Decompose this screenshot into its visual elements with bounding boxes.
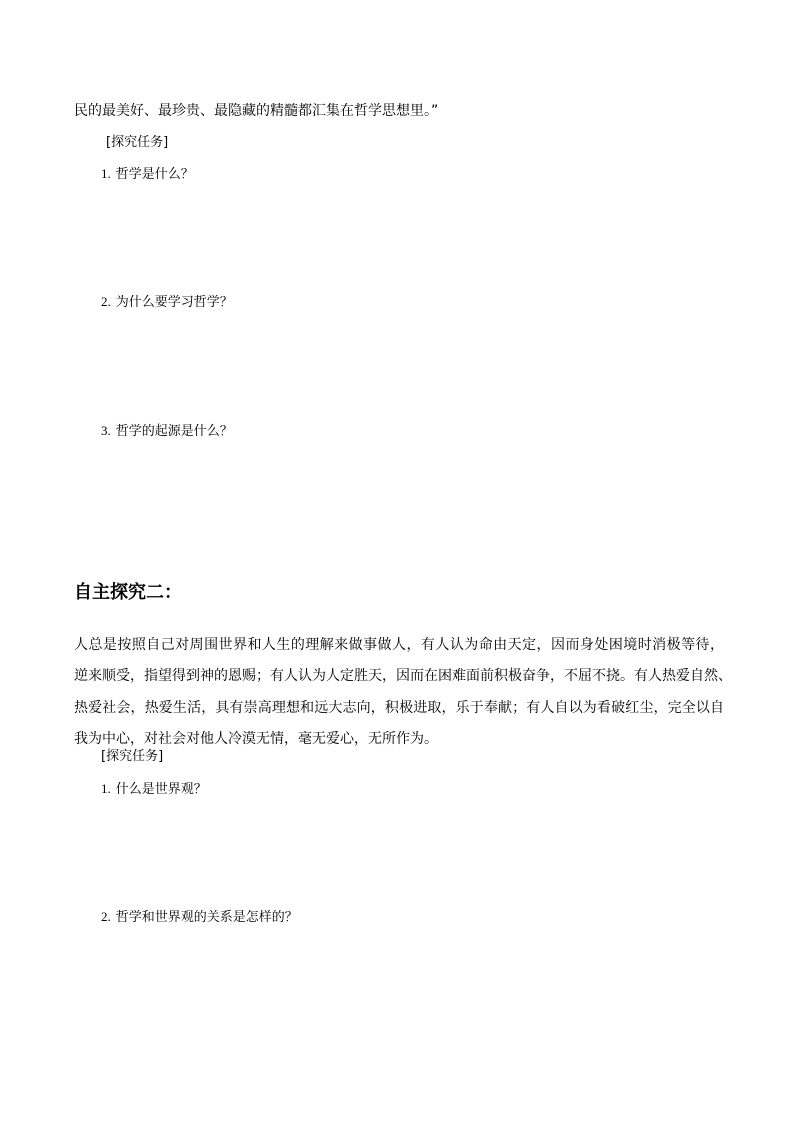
question-text: 哲学的起源是什么？ — [115, 424, 233, 439]
question-number: 2. — [101, 909, 111, 924]
task-label: [探究任务] — [101, 749, 164, 764]
question-text: 哲学和世界观的关系是怎样的？ — [115, 910, 298, 925]
question-number: 3. — [101, 423, 111, 438]
question-item — [101, 164, 194, 185]
question-item — [101, 292, 233, 313]
task-label: [探究任务] — [106, 135, 169, 150]
question-number: 1. — [101, 781, 111, 796]
paragraph-line: 逆来顺受，指望得到神的恩赐；有人认为人定胜天，因而在困难面前积极奋争，不屈不挠。有人热爱自然、 — [74, 668, 732, 684]
paragraph-line: 热爱社会，热爱生活，具有崇高理想和远大志向，积极进取，乐于奉献；有人自以为看破红尘，完全以自 — [74, 700, 724, 716]
question-text: 哲学是什么？ — [115, 167, 194, 182]
question-item — [101, 421, 233, 442]
question-item — [101, 907, 298, 928]
paragraph-line: 人总是按照自己对周围世界和人生的理解来做事做人，有人认为命由天定，因而身处困境时消极等待， — [74, 637, 724, 653]
question-number: 2. — [101, 294, 111, 309]
question-number: 1. — [101, 166, 111, 181]
question-item — [101, 779, 207, 800]
question-text: 什么是世界观？ — [115, 782, 207, 797]
question-text: 为什么要学习哲学？ — [115, 295, 233, 310]
quote-tail-text: 民的最美好、最珍贵、最隐藏的精髓都汇集在哲学思想里。” — [74, 103, 439, 119]
paragraph-line: 我为中心，对社会对他人冷漠无情，毫无爱心，无所作为。 — [74, 731, 438, 747]
section-heading: 自主探究二： — [74, 582, 182, 603]
